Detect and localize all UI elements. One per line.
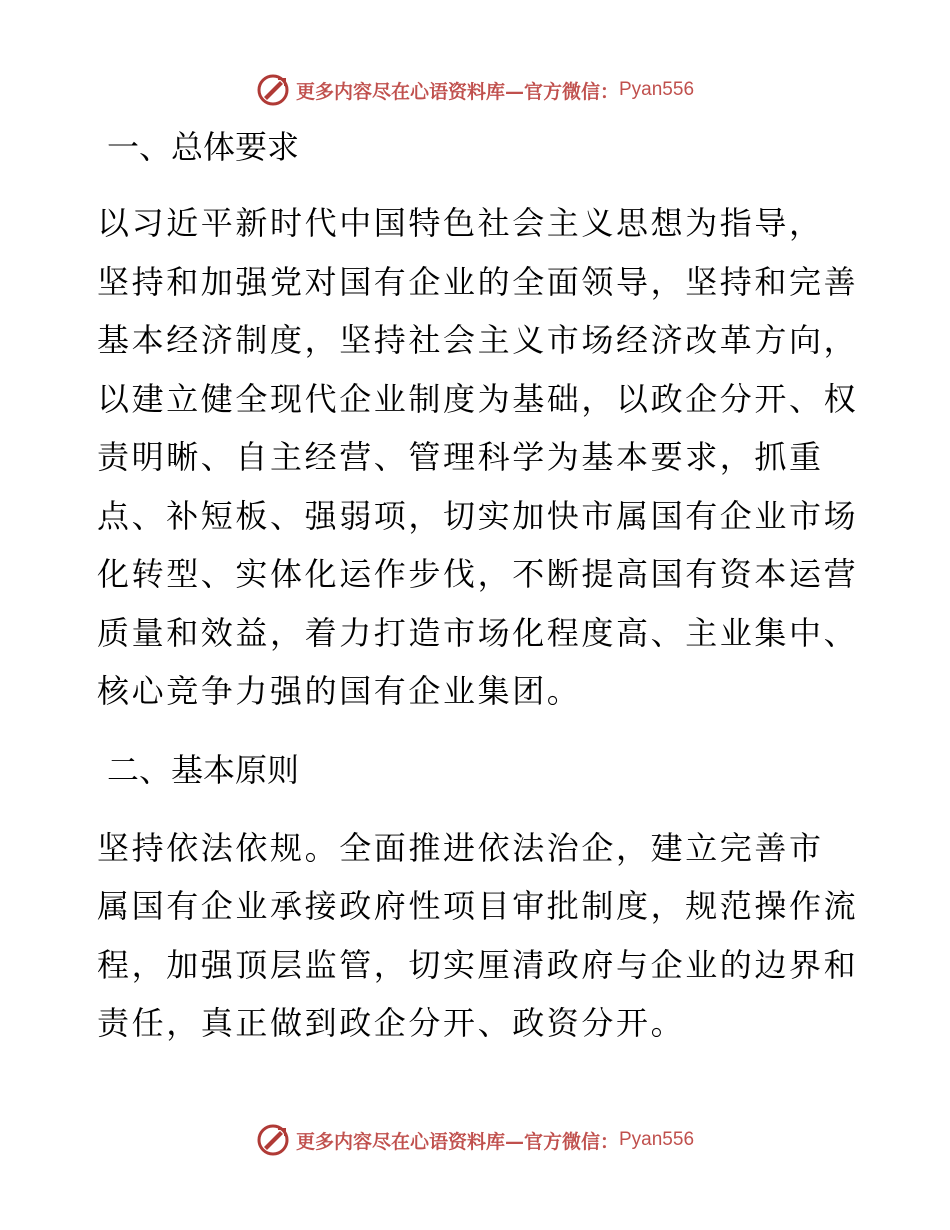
section-heading-basic-principles: 二、基本原则 [107,750,300,789]
paragraph-line: 属国有企业承接政府性项目审批制度，规范操作流 [97,887,859,925]
banner-contact: Pyan556 [619,1129,695,1150]
header-watermark-banner [0,68,950,112]
banner-text: 更多内容尽在心语资料库—官方微信： [295,1130,619,1153]
paragraph-line: 责任，真正做到政企分开、政资分开。 [97,1004,686,1042]
paragraph-basic-principles [97,819,857,1053]
paragraph-line: 点、补短板、强弱项，切实加快市属国有企业市场 [97,496,859,535]
paragraph-line: 质量和效益，着力打造市场化程度高、主业集中、 [97,613,859,652]
paragraph-line: 坚持依法依规。全面推进依法治企，建立完善市 [97,828,824,867]
document-body [97,118,857,1053]
quill-seal-icon [256,73,290,107]
banner-contact: Pyan556 [619,79,695,100]
paragraph-line: 责明晰、自主经营、管理科学为基本要求，抓重 [97,438,824,476]
paragraph-line: 以建立健全现代企业制度为基础，以政企分开、权 [97,379,859,418]
paragraph-line: 核心竞争力强的国有企业集团。 [97,672,582,710]
footer-watermark-banner [0,1118,950,1162]
paragraph-line: 以习近平新时代中国特色社会主义思想为指导， [97,204,824,242]
paragraph-line: 基本经济制度，坚持社会主义市场经济改革方向， [97,321,859,359]
paragraph-line: 坚持和加强党对国有企业的全面领导，坚持和完善 [97,262,859,301]
paragraph-line: 程，加强顶层监管，切实厘清政府与企业的边界和 [97,945,859,984]
paragraph-line: 化转型、实体化运作步伐，不断提高国有资本运营 [97,555,859,593]
paragraph-overall-requirements [97,194,857,721]
quill-seal-icon [256,1123,290,1157]
banner-text: 更多内容尽在心语资料库—官方微信： [295,80,619,103]
section-heading-overall-requirements: 一、总体要求 [107,128,300,166]
